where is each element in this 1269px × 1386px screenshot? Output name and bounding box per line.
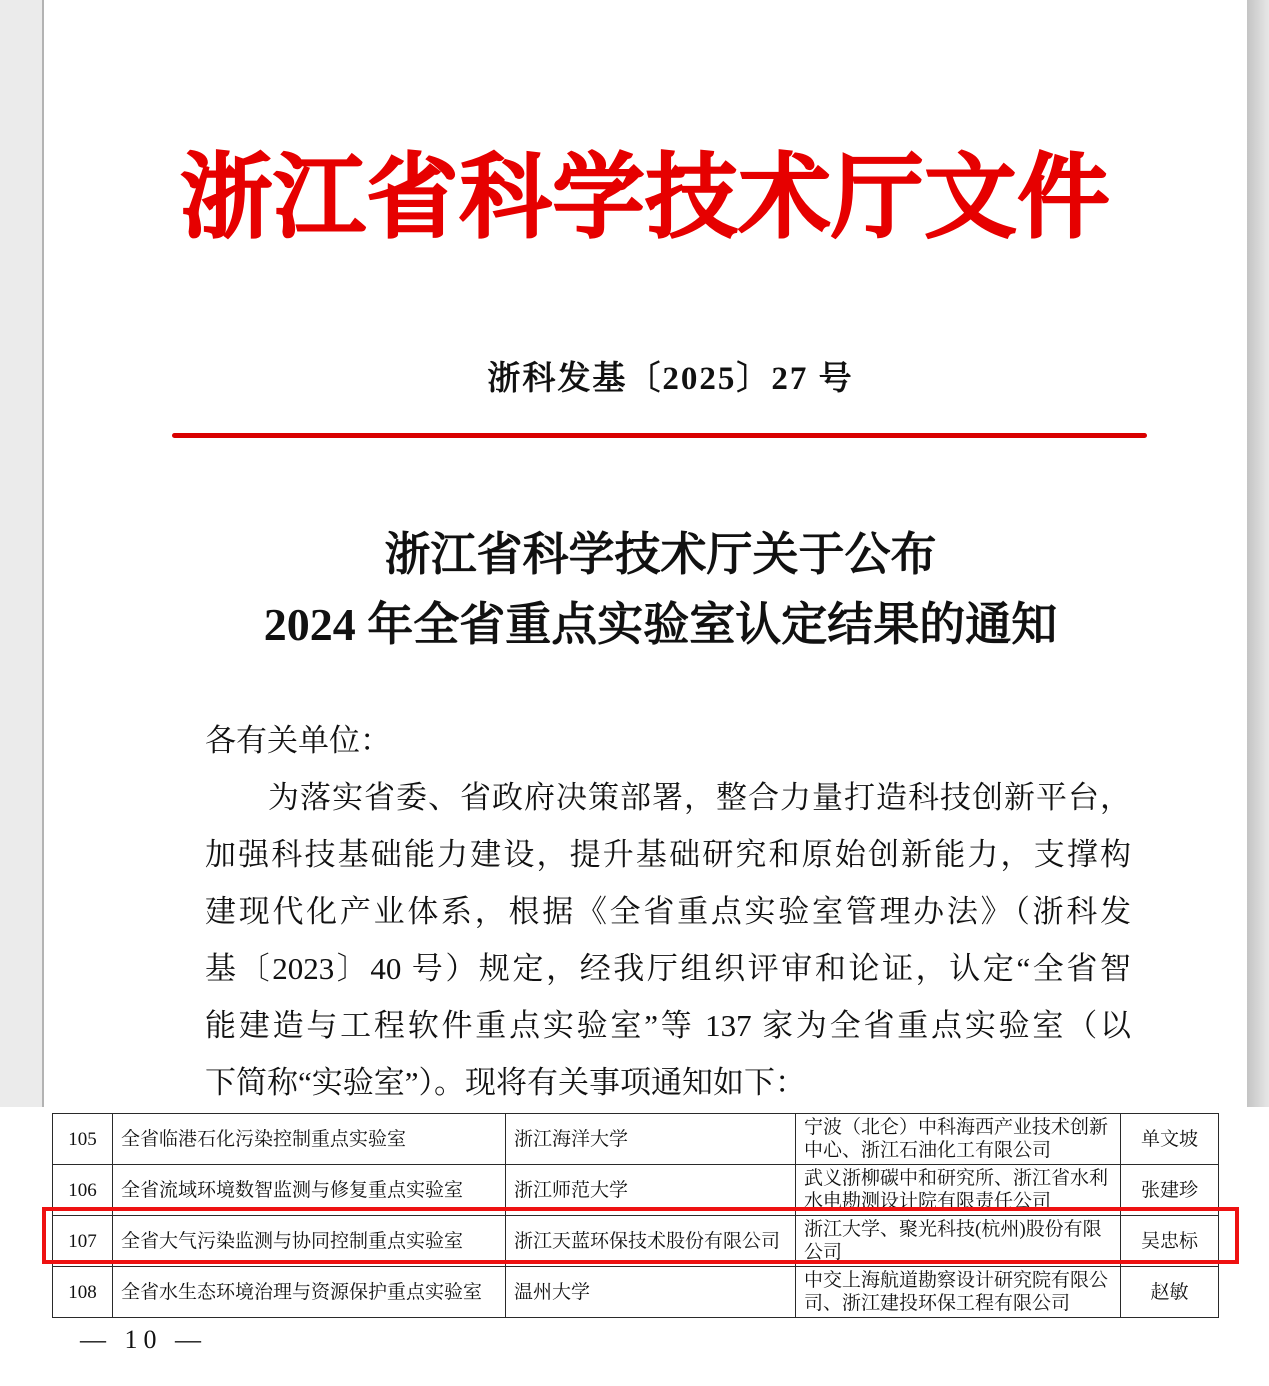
- highlight-red-box: [42, 1207, 1239, 1264]
- cell-partner-units: 宁波（北仑）中科海西产业技术创新中心、浙江石油化工有限公司: [796, 1114, 1121, 1165]
- body-line: 加强科技基础能力建设，提升基础研究和原始创新能力，支撑构: [205, 837, 1131, 872]
- red-divider-line: [172, 433, 1147, 438]
- cell-row-number: 107: [53, 1216, 113, 1267]
- body-line: 基〔2023〕40 号）规定，经我厅组织评审和论证，认定“全省智: [205, 951, 1131, 986]
- cell-host-unit: 浙江天蓝环保技术股份有限公司: [506, 1216, 796, 1267]
- scan-left-margin: [0, 0, 44, 1108]
- cell-director-name: 赵敏: [1121, 1267, 1219, 1318]
- body-line: 建现代化产业体系，根据《全省重点实验室管理办法》（浙科发: [205, 894, 1131, 929]
- cell-row-number: 108: [53, 1267, 113, 1318]
- cell-director-name: 张建珍: [1121, 1165, 1219, 1216]
- cell-partner-units: 中交上海航道勘察设计研究院有限公司、浙江建投环保工程有限公司: [796, 1267, 1121, 1318]
- notice-title-line2: 2024 年全省重点实验室认定结果的通知: [263, 599, 1058, 651]
- agency-letterhead-title: 浙江省科学技术厅文件: [180, 147, 1111, 249]
- cell-lab-name: 全省水生态环境治理与资源保护重点实验室: [113, 1267, 506, 1318]
- notice-title: [59, 527, 1262, 652]
- cell-partner-units: 武义浙柳碳中和研究所、浙江省水利水电勘测设计院有限责任公司: [796, 1165, 1121, 1216]
- body-text: [205, 712, 1131, 1111]
- cell-partner-units: 浙江大学、聚光科技(杭州)股份有限公司: [796, 1216, 1121, 1267]
- document-number: 浙科发基〔2025〕27 号: [487, 361, 854, 397]
- page-number: — 10 —: [80, 1325, 207, 1354]
- table-row: [53, 1114, 1219, 1165]
- salutation: 各有关单位：: [205, 723, 391, 758]
- cell-lab-name: 全省流域环境数智监测与修复重点实验室: [113, 1165, 506, 1216]
- cell-host-unit: 温州大学: [506, 1267, 796, 1318]
- body-line: 为落实省委、省政府决策部署，整合力量打造科技创新平台，: [268, 780, 1131, 815]
- notice-title-line1: 浙江省科学技术厅关于公布: [384, 529, 937, 580]
- cell-director-name: 吴忠标: [1121, 1216, 1219, 1267]
- cell-host-unit: 浙江海洋大学: [506, 1114, 796, 1165]
- table-row: [53, 1267, 1219, 1318]
- cell-row-number: 106: [53, 1165, 113, 1216]
- cell-host-unit: 浙江师范大学: [506, 1165, 796, 1216]
- cell-director-name: 单文坡: [1121, 1114, 1219, 1165]
- cell-lab-name: 全省大气污染监测与协同控制重点实验室: [113, 1216, 506, 1267]
- cell-row-number: 105: [53, 1114, 113, 1165]
- cell-lab-name: 全省临港石化污染控制重点实验室: [113, 1114, 506, 1165]
- body-line: 能建造与工程软件重点实验室”等 137 家为全省重点实验室（以: [205, 1008, 1131, 1043]
- body-line: 下简称“实验室”）。现将有关事项通知如下：: [205, 1065, 807, 1100]
